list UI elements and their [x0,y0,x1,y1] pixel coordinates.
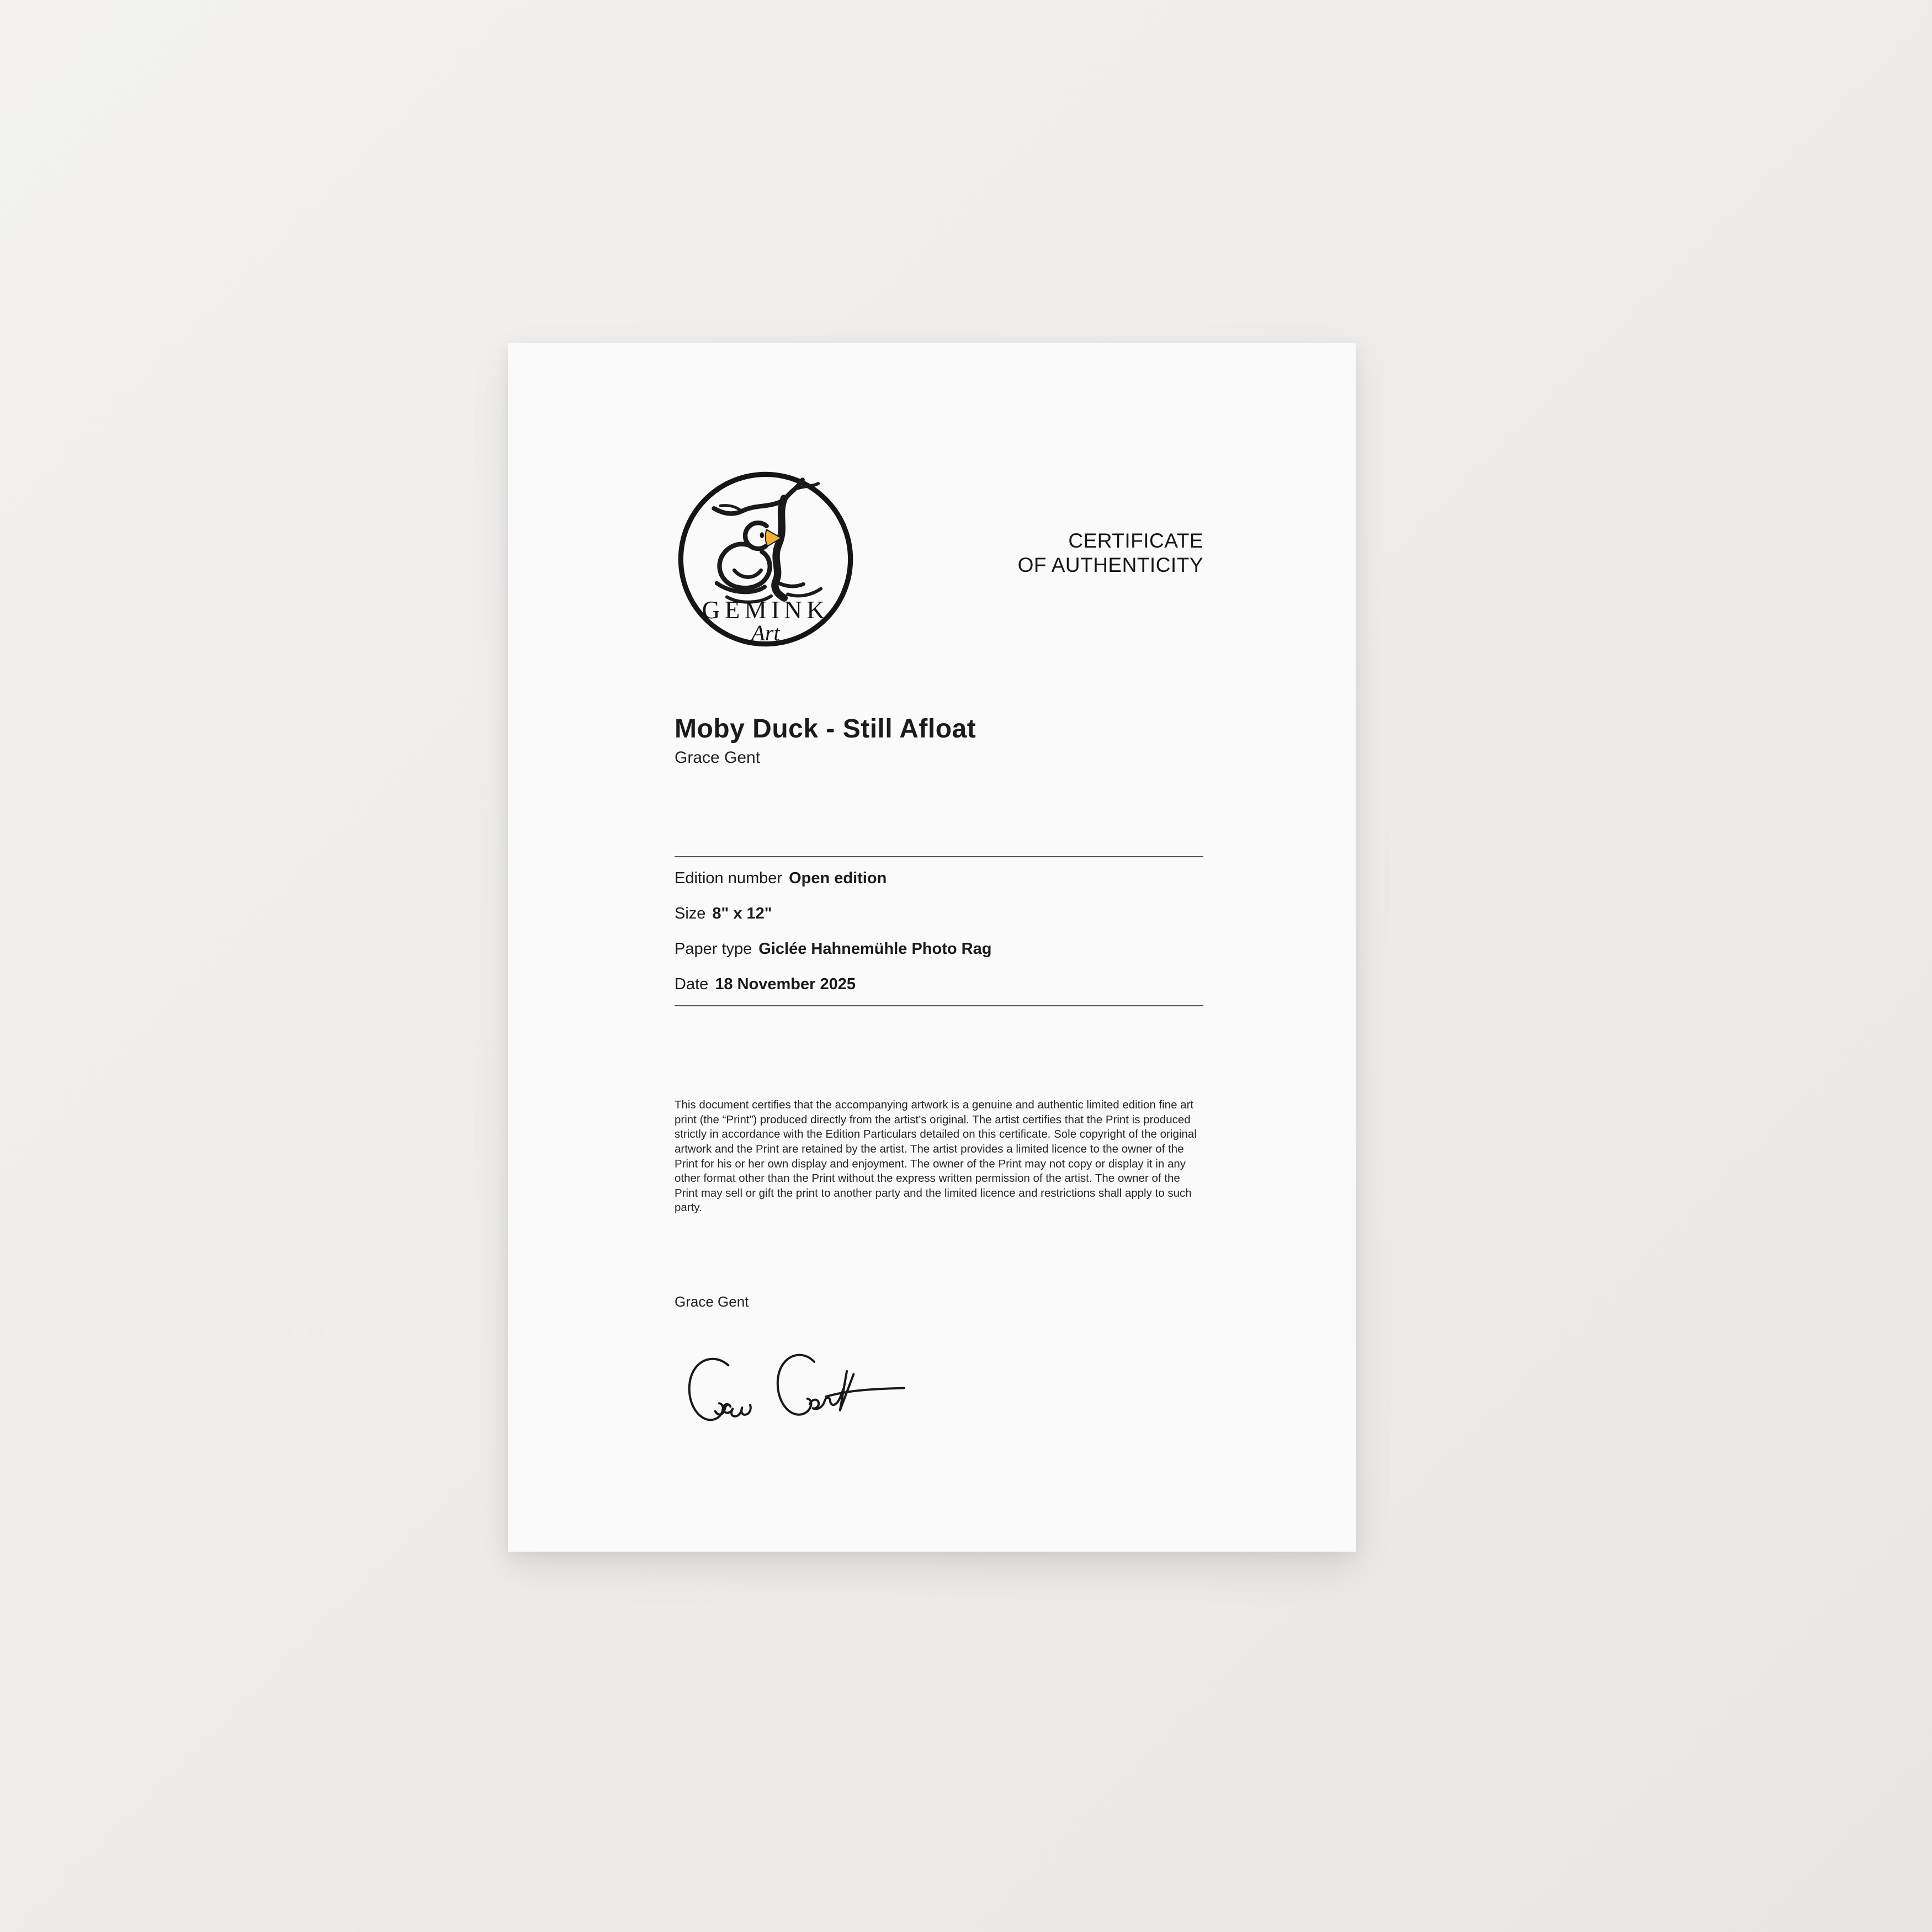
detail-value: Open edition [789,869,887,887]
detail-value: 8" x 12" [712,904,772,922]
detail-value: 18 November 2025 [715,975,856,993]
detail-row-size [675,896,1203,931]
authenticity-statement: This document certifies that the accompanying artwork is a genuine and authentic limited edition fine art print (the “Print”) produced directly from the artist’s original. The artist certifies that the Print is produced strictly in accordance with the Edition Particulars detailed on this certificate. Sole copyright of the original artwork and the Print are retained by the artist. The artist provides a limited licence to the owner of the Print for his or her own display and enjoyment. The owner of the Print may not copy or display it in any other format other than the Print without the express written permission of the artist. The owner of the Print may sell or gift the print to another party and the limited licence and restrictions shall apply to such party. [675,1098,1197,1214]
detail-row-date [675,967,1203,1002]
signer-name: Grace Gent [675,1293,749,1310]
brand-name: GEMINK [702,596,830,624]
detail-label: Paper type [675,940,752,958]
artwork-title: Moby Duck - Still Afloat [675,714,976,744]
detail-row-paper-type [675,931,1203,967]
handwritten-signature [677,1337,914,1448]
artwork-title-block [675,714,976,767]
brand-logo [673,467,858,651]
detail-label: Size [675,904,706,922]
detail-value: Giclée Hahnemühle Photo Rag [758,940,992,958]
detail-label: Edition number [675,869,783,887]
certificate-heading [1018,529,1203,578]
brand-subname: Art [751,620,780,645]
detail-label: Date [675,975,709,993]
duck-eye [760,532,764,538]
gemink-art-logo-icon [673,467,858,651]
edition-details-table [675,856,1203,1006]
artist-name: Grace Gent [675,749,761,767]
certificate-paper [508,343,1356,1552]
certificate-heading-line1: CERTIFICATE [1068,529,1203,552]
certificate-heading-line2: OF AUTHENTICITY [1017,554,1203,577]
detail-row-edition [675,861,1203,896]
signature-icon [677,1337,914,1448]
duck-icon [716,523,781,602]
